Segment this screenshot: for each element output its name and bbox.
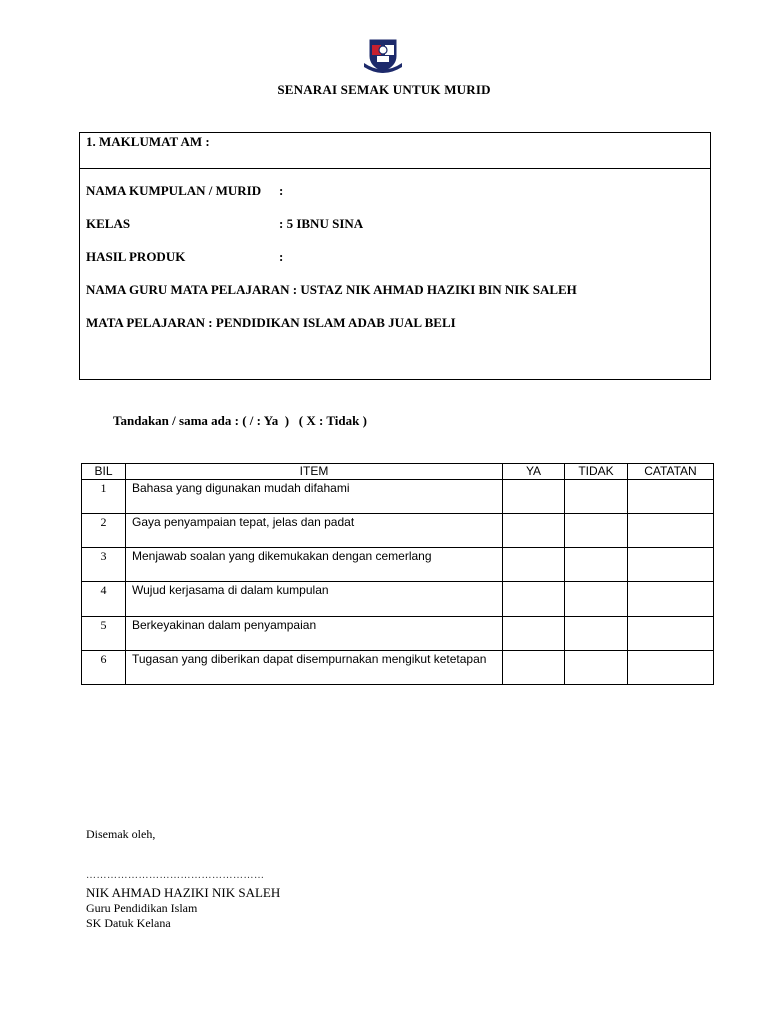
row-number: 1	[82, 480, 126, 514]
teacher-name-text: NAMA GURU MATA PELAJARAN : USTAZ NIK AHMAD HAZIKI BIN NIK SALEH	[86, 282, 577, 297]
tidak-cell[interactable]	[565, 548, 628, 582]
marking-legend: Tandakan / sama ada : ( / : Ya ) ( X : Tidak )	[113, 413, 367, 428]
row-number: 2	[82, 514, 126, 548]
table-row	[82, 617, 714, 651]
group-name-value: :	[279, 183, 284, 198]
group-name-field[interactable]	[86, 183, 284, 199]
signatory-role: Guru Pendidikan Islam	[86, 901, 198, 915]
general-info-box	[79, 132, 711, 380]
row-item: Gaya penyampaian tepat, jelas dan padat	[126, 514, 503, 548]
teacher-name-line	[86, 282, 577, 298]
catatan-cell[interactable]	[628, 582, 714, 617]
table-row	[82, 582, 714, 617]
header-catatan: CATATAN	[628, 464, 714, 480]
signatory-name: NIK AHMAD HAZIKI NIK SALEH	[86, 885, 281, 900]
header-ya: YA	[503, 464, 565, 480]
ya-cell[interactable]	[503, 617, 565, 651]
signature-line[interactable]: ……………………………………………	[86, 870, 265, 881]
catatan-cell[interactable]	[628, 617, 714, 651]
row-number: 6	[82, 651, 126, 685]
subject-text: MATA PELAJARAN : PENDIDIKAN ISLAM ADAB JUAL BELI	[86, 315, 456, 330]
header-bil: BIL	[82, 464, 126, 480]
catatan-cell[interactable]	[628, 548, 714, 582]
table-row	[82, 480, 714, 514]
ya-cell[interactable]	[503, 582, 565, 617]
checked-by-label: Disemak oleh,	[86, 827, 156, 841]
class-field	[86, 216, 364, 232]
ya-cell[interactable]	[503, 480, 565, 514]
signatory-school: SK Datuk Kelana	[86, 916, 171, 930]
table-row	[82, 548, 714, 582]
ya-cell[interactable]	[503, 651, 565, 685]
header-item: ITEM	[126, 464, 503, 480]
class-value: : 5 IBNU SINA	[279, 216, 364, 231]
tidak-cell[interactable]	[565, 514, 628, 548]
catatan-cell[interactable]	[628, 651, 714, 685]
row-number: 3	[82, 548, 126, 582]
tidak-cell[interactable]	[565, 480, 628, 514]
row-item: Wujud kerjasama di dalam kumpulan	[126, 582, 503, 617]
row-item: Menjawab soalan yang dikemukakan dengan cemerlang	[126, 548, 503, 582]
tidak-cell[interactable]	[565, 582, 628, 617]
catatan-cell[interactable]	[628, 514, 714, 548]
row-item: Berkeyakinan dalam penyampaian	[126, 617, 503, 651]
table-header-row	[82, 464, 714, 480]
product-field[interactable]	[86, 249, 284, 265]
catatan-cell[interactable]	[628, 480, 714, 514]
ya-cell[interactable]	[503, 548, 565, 582]
product-label: HASIL PRODUK	[86, 249, 186, 264]
page-title: SENARAI SEMAK UNTUK MURID	[277, 82, 491, 97]
row-item: Bahasa yang digunakan mudah difahami	[126, 480, 503, 514]
tidak-cell[interactable]	[565, 651, 628, 685]
checklist-table	[81, 463, 714, 685]
row-item: Tugasan yang diberikan dapat disempurnakan mengikut ketetapan	[126, 651, 503, 685]
table-row	[82, 651, 714, 685]
row-number: 4	[82, 582, 126, 617]
table-row	[82, 514, 714, 548]
row-number: 5	[82, 617, 126, 651]
school-logo	[362, 36, 404, 74]
general-info-heading: 1. MAKLUMAT AM :	[80, 133, 710, 169]
header-tidak: TIDAK	[565, 464, 628, 480]
product-value: :	[279, 249, 284, 264]
subject-line	[86, 315, 456, 331]
group-name-label: NAMA KUMPULAN / MURID	[86, 183, 262, 198]
class-label: KELAS	[86, 216, 131, 231]
tidak-cell[interactable]	[565, 617, 628, 651]
ya-cell[interactable]	[503, 514, 565, 548]
